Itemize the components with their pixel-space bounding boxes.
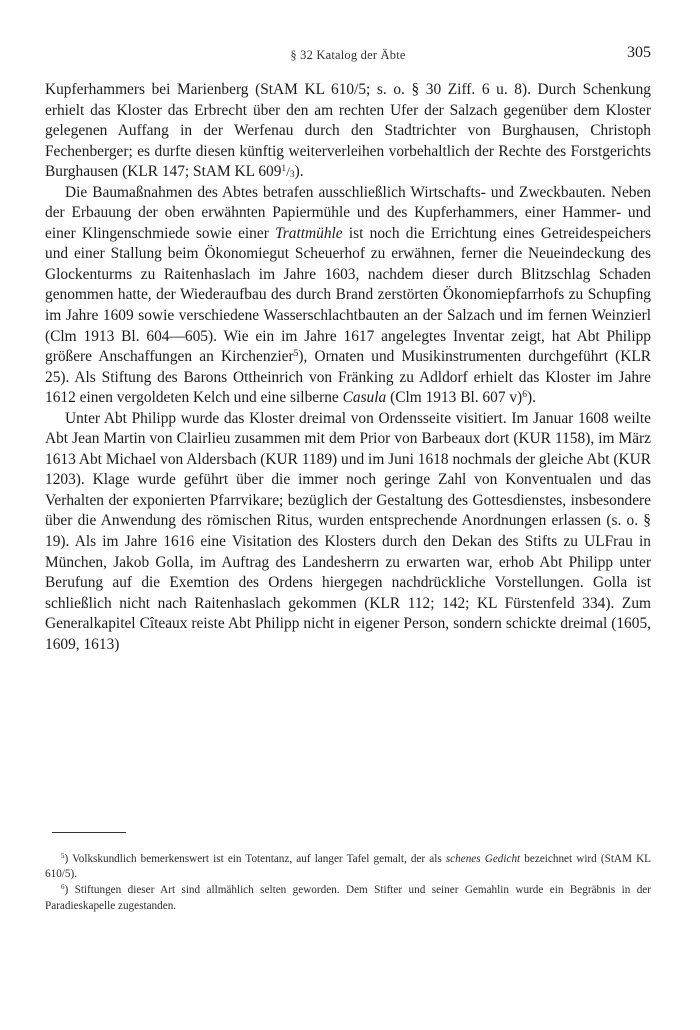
text-run: 3 [289,169,295,181]
italic-term: schenes Gedicht [445,853,521,865]
running-head: § 32 Katalog der Äbte [290,48,406,62]
footnote-rule [52,832,126,833]
italic-term: Casula [342,389,387,407]
text-run: ) Stiftungen dieser Art sind allmählich selten geworden. Dem Stifter und seiner Gemahlin wurde ein Begräbnis in der Paradieskapelle zugestanden. [45,884,651,912]
paragraph [45,409,651,656]
text-run: ). [294,163,304,181]
text-run: Die Baumaßnahmen des Abtes betrafen ausschließlich Wirtschafts- und Zweckbauten. Neben der Erbauung der oben erwähnten Papiermühle und des Kupferhammers, einer Hammer- und einer Klingenschmiede sowie einer [45,183,651,242]
paragraph [45,183,651,409]
footnote-marker: 6 [522,388,527,400]
body-text [45,80,651,655]
text-run: Unter Abt Philipp wurde das Kloster dreimal von Ordensseite visitiert. Im Januar 1608 weilte Abt Jean Martin von Clairlieu zusammen mit dem Prior von Barbeaux dort (KUR 1158), im März 1613 Abt Michael von Aldersbach (KUR 1189) und im Juni 1618 nochmals der gleiche Abt (KUR 1203). Klage wurde geführt über die immer noch geringe Zahl von Konventualen und das Verhalten der exponierten Pfarrvikare; bezüglich der Gestaltung des Gottesdienstes, insbesondere über die Anwendung des römischen Ritus, wurden entsprechende Anordnungen erlassen (s. o. § 19). Als im Jahre 1616 eine Visitation des Klosters durch den Dekan des Stifts zu ULFrau in München, Jakob Golla, im Auftrag des Landesherrn zu erwarten war, erhob Abt Philipp unter Berufung auf die Exemtion des Ordens hiergegen nachdrückliche Vorstellungen. Golla ist schließlich nicht nach Raitenhaslach gekommen (KLR 112; 142; KL Fürstenfeld 334). Zum Generalkapitel Cîteaux reiste Abt Philipp nicht in eigener Person, sondern schickte dreimal (1605, 1609, 1613) [45,409,651,653]
text-run: ) Volkskundlich bemerkenswert ist ein Totentanz, auf langer Tafel gemalt, der als [64,853,446,865]
text-run: / [286,164,290,180]
text-run: Kupferhammers bei Marienberg (StAM KL 610/5; s. o. § 30 Ziff. 6 u. 8). Durch Schenkung erhielt das Kloster das Erbrecht über den am rechten Ufer der Salzach gegenüber dem Kloster gelegenen Auffang in der Werfenau durch den Stadtrichter von Burghausen, Christoph Fechenberger; es durfte diesen künftig weiterverleihen vorbehaltlich der Rechte des Forstgerichts Burghausen (KLR 147; StAM KL 609 [45,81,651,181]
page-header [45,44,651,68]
text-run: bezeichnet wird (StAM KL 610/5). [45,853,651,881]
text-run: ). [526,389,536,407]
footnotes [45,852,651,915]
footnote-marker: 1 [281,162,287,174]
paragraph [45,80,651,183]
footnote [45,883,651,913]
footnote-marker: 5 [293,347,299,359]
footnote [45,852,651,882]
text-run: (Clm 1913 Bl. 607 v) [386,389,523,407]
footnote-marker: 6 [61,883,65,892]
italic-term: Trattmühle [275,224,343,242]
text-run: ), Ornaten und Musikinstrumenten durchgeführt (KLR 25). Als Stiftung des Barons Ottheinrich von Fränking zu Adldorf erhielt das Kloster im Jahre 1612 einen vergoldeten Kelch und eine silberne [45,348,651,407]
footnote-marker: 5 [61,852,65,861]
text-run: ist noch die Errichtung eines Getreidespeichers und einer Stallung beim Ökonomiegut Scheuerhof zu erwähnen, ferner die Neueindeckung des Glockenturms zu Raitenhaslach im Jahre 1603, nachdem dieser durch Blitzschlag Schaden genommen hatte, der Wiederaufbau des durch Brand zerstörten Ökonomiepfarrhofs zu Schupfing im Jahre 1609 sowie verschiedene Wasserschlachtbauten an der Salzach und im fernen Weinzierl (Clm 1913 Bl. 604—605). Wie ein im Jahre 1617 angelegtes Inventar zeigt, hat Abt Philipp größere Anschaffungen an Kirchenzier [45,224,651,366]
page-number: 305 [627,44,651,61]
